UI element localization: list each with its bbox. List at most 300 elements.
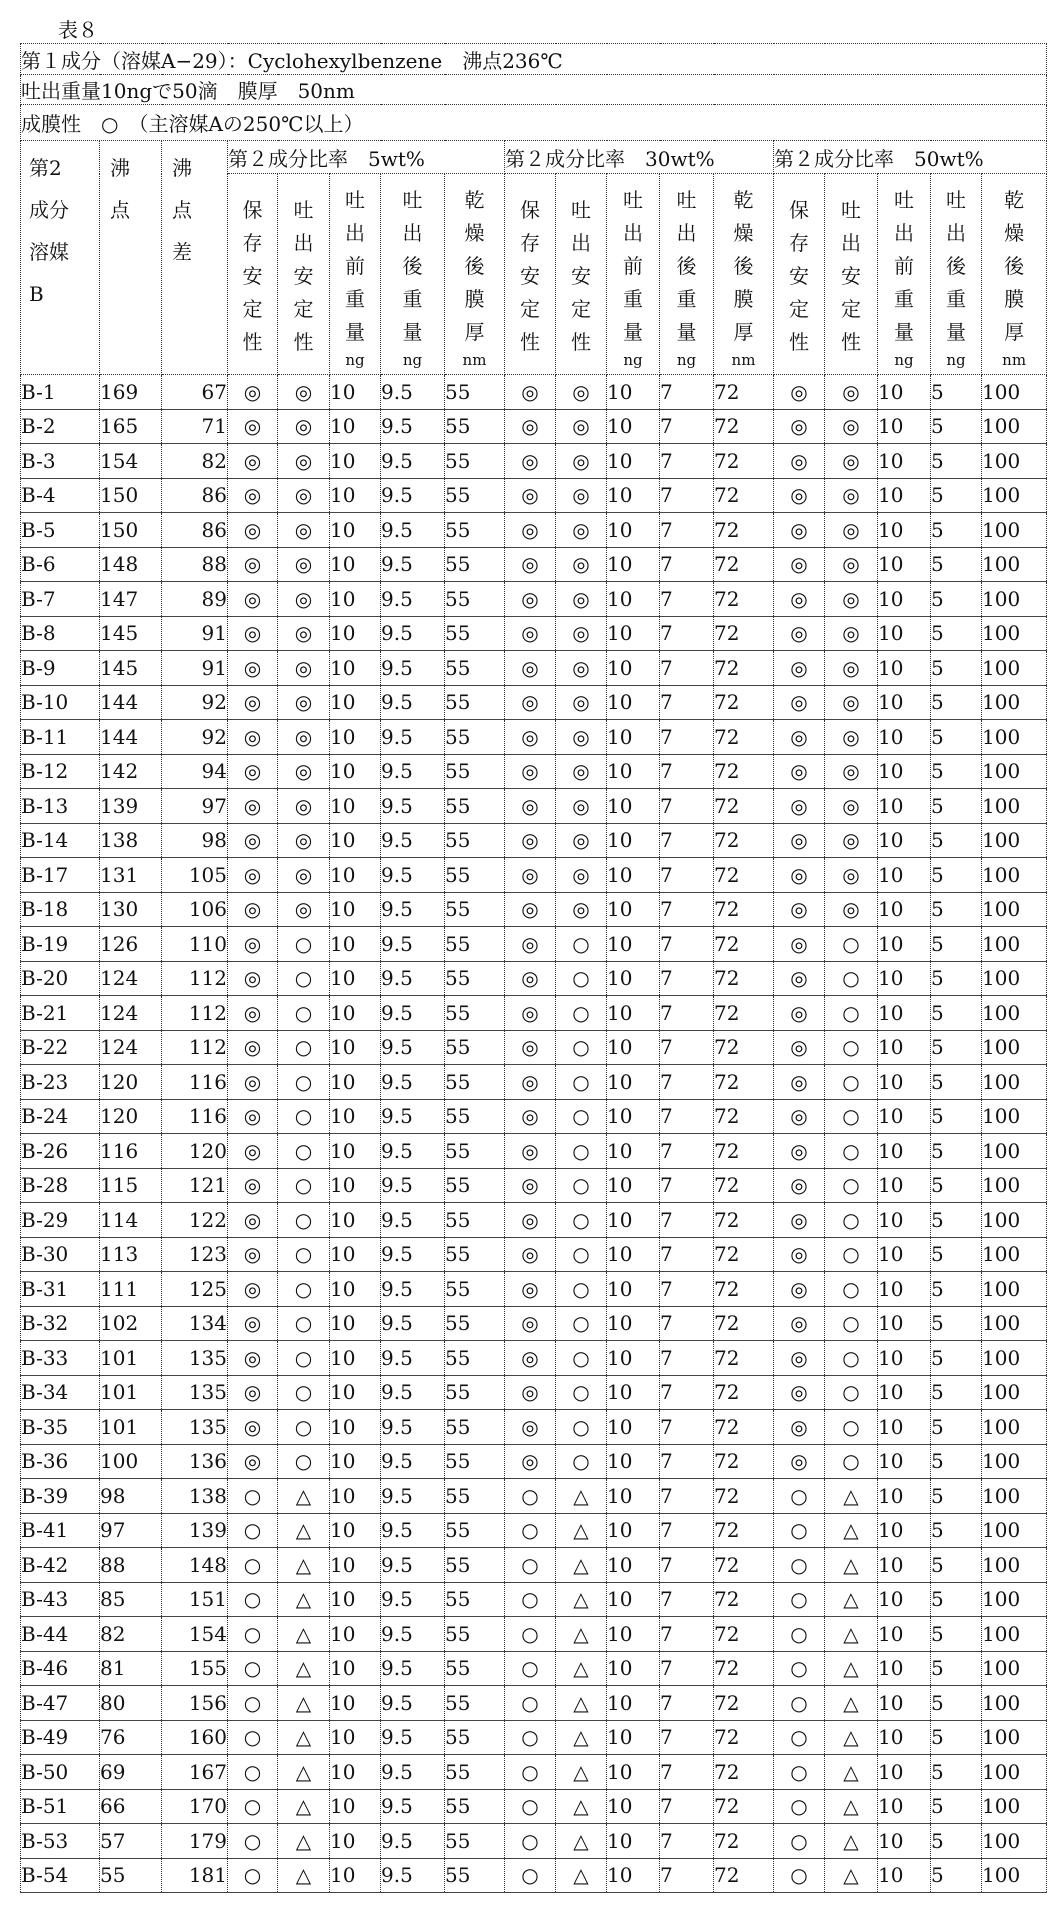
- table-row: [21, 547, 1047, 582]
- header-component: 第2成分溶媒B: [21, 141, 100, 375]
- pre-discharge-weight-value: 10: [330, 1651, 381, 1686]
- pre-discharge-weight-value: 10: [878, 582, 931, 617]
- discharge-stability-rating: ○: [825, 1134, 878, 1169]
- pre-discharge-weight-value: 10: [330, 1548, 381, 1583]
- solvent-id: B-22: [21, 1030, 100, 1065]
- pre-discharge-weight-value: 10: [878, 616, 931, 651]
- pre-discharge-weight-value: 10: [330, 720, 381, 755]
- pre-discharge-weight-value: 10: [330, 1272, 381, 1307]
- table-row: [21, 513, 1047, 548]
- boiling-point-diff: 97: [162, 789, 228, 824]
- header-discharge-stability: 吐出安定性: [278, 174, 330, 375]
- table-row: [21, 478, 1047, 513]
- dried-film-thickness-value: 55: [445, 1065, 505, 1100]
- storage-stability-rating: ○: [774, 1548, 825, 1583]
- post-discharge-weight-value: 5: [931, 1686, 982, 1721]
- boiling-point: 85: [100, 1582, 162, 1617]
- post-discharge-weight-value: 5: [931, 1410, 982, 1445]
- discharge-stability-rating: ◎: [556, 823, 607, 858]
- solvent-id: B-4: [21, 478, 100, 513]
- table-row: [21, 1444, 1047, 1479]
- dried-film-thickness-value: 100: [982, 720, 1047, 755]
- post-discharge-weight-value: 9.5: [381, 1858, 445, 1893]
- discharge-stability-rating: ○: [278, 961, 330, 996]
- boiling-point-diff: 167: [162, 1755, 228, 1790]
- storage-stability-rating: ◎: [505, 582, 556, 617]
- post-discharge-weight-value: 7: [660, 892, 714, 927]
- boiling-point-diff: 154: [162, 1617, 228, 1652]
- discharge-stability-rating: ○: [278, 1065, 330, 1100]
- pre-discharge-weight-value: 10: [607, 961, 660, 996]
- discharge-stability-rating: △: [278, 1548, 330, 1583]
- storage-stability-rating: ◎: [774, 961, 825, 996]
- table-row: [21, 720, 1047, 755]
- table-row: [21, 1341, 1047, 1376]
- storage-stability-rating: ◎: [505, 1237, 556, 1272]
- discharge-stability-rating: ○: [556, 1272, 607, 1307]
- dried-film-thickness-value: 72: [714, 616, 774, 651]
- pre-discharge-weight-value: 10: [330, 1858, 381, 1893]
- discharge-stability-rating: ◎: [825, 685, 878, 720]
- post-discharge-weight-value: 5: [931, 789, 982, 824]
- dried-film-thickness-value: 55: [445, 754, 505, 789]
- post-discharge-weight-value: 5: [931, 1824, 982, 1859]
- discharge-stability-rating: ◎: [825, 616, 878, 651]
- pre-discharge-weight-value: 10: [330, 444, 381, 479]
- storage-stability-rating: ◎: [774, 1410, 825, 1445]
- post-discharge-weight-value: 7: [660, 444, 714, 479]
- dried-film-thickness-value: 55: [445, 582, 505, 617]
- pre-discharge-weight-value: 10: [607, 651, 660, 686]
- dried-film-thickness-value: 100: [982, 1548, 1047, 1583]
- discharge-stability-rating: ○: [278, 1237, 330, 1272]
- post-discharge-weight-value: 9.5: [381, 1375, 445, 1410]
- boiling-point-diff: 123: [162, 1237, 228, 1272]
- dried-film-thickness-value: 72: [714, 996, 774, 1031]
- storage-stability-rating: ◎: [774, 1375, 825, 1410]
- storage-stability-rating: ○: [505, 1651, 556, 1686]
- storage-stability-rating: ◎: [774, 1065, 825, 1100]
- storage-stability-rating: ○: [228, 1824, 278, 1859]
- post-discharge-weight-value: 7: [660, 513, 714, 548]
- boiling-point-diff: 122: [162, 1203, 228, 1238]
- post-discharge-weight-value: 5: [931, 1582, 982, 1617]
- storage-stability-rating: ◎: [228, 789, 278, 824]
- storage-stability-rating: ◎: [774, 513, 825, 548]
- discharge-stability-rating: ○: [278, 1375, 330, 1410]
- discharge-stability-rating: △: [825, 1617, 878, 1652]
- dried-film-thickness-value: 72: [714, 409, 774, 444]
- post-discharge-weight-value: 5: [931, 927, 982, 962]
- discharge-stability-rating: ◎: [825, 823, 878, 858]
- storage-stability-rating: ○: [228, 1582, 278, 1617]
- table-row: [21, 1203, 1047, 1238]
- storage-stability-rating: ◎: [228, 1375, 278, 1410]
- post-discharge-weight-value: 9.5: [381, 1203, 445, 1238]
- post-discharge-weight-value: 9.5: [381, 996, 445, 1031]
- post-discharge-weight-value: 7: [660, 720, 714, 755]
- table-row: [21, 1030, 1047, 1065]
- dried-film-thickness-value: 55: [445, 513, 505, 548]
- pre-discharge-weight-value: 10: [878, 685, 931, 720]
- discharge-stability-rating: △: [556, 1686, 607, 1721]
- discharge-stability-rating: ◎: [825, 651, 878, 686]
- table-row: [21, 1134, 1047, 1169]
- pre-discharge-weight-value: 10: [330, 1444, 381, 1479]
- post-discharge-weight-value: 9.5: [381, 1755, 445, 1790]
- dried-film-thickness-value: 55: [445, 444, 505, 479]
- dried-film-thickness-value: 72: [714, 1030, 774, 1065]
- discharge-stability-rating: △: [278, 1651, 330, 1686]
- discharge-stability-rating: ◎: [825, 858, 878, 893]
- boiling-point: 150: [100, 478, 162, 513]
- storage-stability-rating: ○: [228, 1513, 278, 1548]
- storage-stability-rating: ◎: [505, 1272, 556, 1307]
- dried-film-thickness-value: 72: [714, 444, 774, 479]
- discharge-stability-rating: ○: [825, 1410, 878, 1445]
- dried-film-thickness-value: 72: [714, 1134, 774, 1169]
- discharge-stability-rating: ○: [825, 1168, 878, 1203]
- solvent-id: B-46: [21, 1651, 100, 1686]
- table-row: [21, 754, 1047, 789]
- boiling-point-diff: 139: [162, 1513, 228, 1548]
- storage-stability-rating: ○: [774, 1789, 825, 1824]
- boiling-point-diff: 106: [162, 892, 228, 927]
- pre-discharge-weight-value: 10: [607, 1168, 660, 1203]
- solvent-id: B-53: [21, 1824, 100, 1859]
- dried-film-thickness-value: 100: [982, 1824, 1047, 1859]
- storage-stability-rating: ◎: [774, 478, 825, 513]
- pre-discharge-weight-value: 10: [607, 1789, 660, 1824]
- post-discharge-weight-value: 9.5: [381, 1444, 445, 1479]
- solvent-id: B-6: [21, 547, 100, 582]
- header-pre-discharge-weight: 吐出前重量 ng: [878, 174, 931, 375]
- boiling-point: 145: [100, 616, 162, 651]
- post-discharge-weight-value: 5: [931, 1651, 982, 1686]
- discharge-stability-rating: △: [556, 1548, 607, 1583]
- boiling-point: 114: [100, 1203, 162, 1238]
- dried-film-thickness-value: 72: [714, 1755, 774, 1790]
- storage-stability-rating: ○: [774, 1755, 825, 1790]
- discharge-stability-rating: △: [278, 1755, 330, 1790]
- dried-film-thickness-value: 55: [445, 1617, 505, 1652]
- pre-discharge-weight-value: 10: [330, 1341, 381, 1376]
- storage-stability-rating: ◎: [228, 685, 278, 720]
- post-discharge-weight-value: 9.5: [381, 1065, 445, 1100]
- dried-film-thickness-value: 55: [445, 1789, 505, 1824]
- table-row: [21, 892, 1047, 927]
- boiling-point-diff: 136: [162, 1444, 228, 1479]
- discharge-stability-rating: △: [825, 1548, 878, 1583]
- pre-discharge-weight-value: 10: [607, 927, 660, 962]
- dried-film-thickness-value: 55: [445, 1444, 505, 1479]
- table-row: [21, 823, 1047, 858]
- storage-stability-rating: ◎: [505, 1065, 556, 1100]
- solvent-id: B-43: [21, 1582, 100, 1617]
- post-discharge-weight-value: 7: [660, 1479, 714, 1514]
- boiling-point-diff: 135: [162, 1375, 228, 1410]
- pre-discharge-weight-value: 10: [607, 375, 660, 410]
- dried-film-thickness-value: 100: [982, 444, 1047, 479]
- pre-discharge-weight-value: 10: [607, 582, 660, 617]
- boiling-point: 80: [100, 1686, 162, 1721]
- header-dried-film-thickness: 乾燥後膜厚 nm: [982, 174, 1047, 375]
- storage-stability-rating: ◎: [774, 996, 825, 1031]
- pre-discharge-weight-value: 10: [607, 1099, 660, 1134]
- dried-film-thickness-value: 72: [714, 1582, 774, 1617]
- storage-stability-rating: ○: [774, 1651, 825, 1686]
- dried-film-thickness-value: 100: [982, 1686, 1047, 1721]
- storage-stability-rating: ◎: [774, 409, 825, 444]
- dried-film-thickness-value: 72: [714, 754, 774, 789]
- table-row: [21, 1375, 1047, 1410]
- dried-film-thickness-value: 55: [445, 1651, 505, 1686]
- post-discharge-weight-value: 5: [931, 858, 982, 893]
- table-row: [21, 1858, 1047, 1893]
- pre-discharge-weight-value: 10: [330, 961, 381, 996]
- storage-stability-rating: ○: [505, 1858, 556, 1893]
- dried-film-thickness-value: 72: [714, 1272, 774, 1307]
- storage-stability-rating: ◎: [505, 754, 556, 789]
- discharge-stability-rating: ○: [556, 1134, 607, 1169]
- table-row: [21, 789, 1047, 824]
- post-discharge-weight-value: 7: [660, 1375, 714, 1410]
- dried-film-thickness-value: 72: [714, 1548, 774, 1583]
- dried-film-thickness-value: 55: [445, 1134, 505, 1169]
- storage-stability-rating: ○: [228, 1858, 278, 1893]
- dried-film-thickness-value: 72: [714, 513, 774, 548]
- post-discharge-weight-value: 9.5: [381, 1720, 445, 1755]
- post-discharge-weight-value: 5: [931, 823, 982, 858]
- pre-discharge-weight-value: 10: [330, 1617, 381, 1652]
- post-discharge-weight-value: 7: [660, 1030, 714, 1065]
- discharge-stability-rating: △: [556, 1617, 607, 1652]
- boiling-point: 111: [100, 1272, 162, 1307]
- pre-discharge-weight-value: 10: [878, 789, 931, 824]
- pre-discharge-weight-value: 10: [330, 1755, 381, 1790]
- boiling-point: 124: [100, 961, 162, 996]
- post-discharge-weight-value: 9.5: [381, 1479, 445, 1514]
- dried-film-thickness-value: 55: [445, 1306, 505, 1341]
- boiling-point: 116: [100, 1134, 162, 1169]
- discharge-stability-rating: △: [278, 1479, 330, 1514]
- solvent-id: B-2: [21, 409, 100, 444]
- dried-film-thickness-value: 100: [982, 1341, 1047, 1376]
- storage-stability-rating: ○: [774, 1824, 825, 1859]
- discharge-stability-rating: △: [825, 1479, 878, 1514]
- storage-stability-rating: ◎: [774, 927, 825, 962]
- post-discharge-weight-value: 5: [931, 1065, 982, 1100]
- pre-discharge-weight-value: 10: [878, 1548, 931, 1583]
- post-discharge-weight-value: 9.5: [381, 927, 445, 962]
- boiling-point-diff: 112: [162, 1030, 228, 1065]
- post-discharge-weight-value: 7: [660, 1410, 714, 1445]
- post-discharge-weight-value: 7: [660, 1548, 714, 1583]
- pre-discharge-weight-value: 10: [878, 444, 931, 479]
- dried-film-thickness-value: 55: [445, 823, 505, 858]
- post-discharge-weight-value: 7: [660, 1617, 714, 1652]
- solvent-id: B-31: [21, 1272, 100, 1307]
- discharge-stability-rating: ◎: [278, 858, 330, 893]
- storage-stability-rating: ◎: [774, 616, 825, 651]
- pre-discharge-weight-value: 10: [330, 996, 381, 1031]
- pre-discharge-weight-value: 10: [607, 1513, 660, 1548]
- dried-film-thickness-value: 100: [982, 1789, 1047, 1824]
- post-discharge-weight-value: 5: [931, 513, 982, 548]
- pre-discharge-weight-value: 10: [878, 1755, 931, 1790]
- discharge-stability-rating: ◎: [556, 720, 607, 755]
- storage-stability-rating: ◎: [228, 1030, 278, 1065]
- pre-discharge-weight-value: 10: [330, 616, 381, 651]
- pre-discharge-weight-value: 10: [607, 1858, 660, 1893]
- discharge-stability-rating: ○: [278, 996, 330, 1031]
- storage-stability-rating: ◎: [505, 1168, 556, 1203]
- pre-discharge-weight-value: 10: [330, 1824, 381, 1859]
- discharge-stability-rating: ○: [278, 1444, 330, 1479]
- dried-film-thickness-value: 100: [982, 789, 1047, 824]
- boiling-point-diff: 155: [162, 1651, 228, 1686]
- film-formability-line: 成膜性 ○ （主溶媒Aの250℃以上）: [21, 105, 1047, 141]
- boiling-point: 148: [100, 547, 162, 582]
- dried-film-thickness-value: 55: [445, 1582, 505, 1617]
- discharge-stability-rating: △: [825, 1755, 878, 1790]
- solvent-id: B-7: [21, 582, 100, 617]
- post-discharge-weight-value: 7: [660, 1237, 714, 1272]
- storage-stability-rating: ◎: [774, 547, 825, 582]
- solvent-id: B-49: [21, 1720, 100, 1755]
- boiling-point-diff: 98: [162, 823, 228, 858]
- boiling-point-diff: 134: [162, 1306, 228, 1341]
- header-post-discharge-weight: 吐出後重量 ng: [660, 174, 714, 375]
- storage-stability-rating: ◎: [228, 582, 278, 617]
- dried-film-thickness-value: 72: [714, 961, 774, 996]
- dried-film-thickness-value: 100: [982, 961, 1047, 996]
- post-discharge-weight-value: 5: [931, 1858, 982, 1893]
- boiling-point-diff: 121: [162, 1168, 228, 1203]
- dried-film-thickness-value: 55: [445, 375, 505, 410]
- storage-stability-rating: ○: [505, 1686, 556, 1721]
- pre-discharge-weight-value: 10: [607, 616, 660, 651]
- post-discharge-weight-value: 9.5: [381, 409, 445, 444]
- dried-film-thickness-value: 100: [982, 1099, 1047, 1134]
- storage-stability-rating: ◎: [774, 789, 825, 824]
- solvent-id: B-36: [21, 1444, 100, 1479]
- post-discharge-weight-value: 9.5: [381, 754, 445, 789]
- dried-film-thickness-value: 100: [982, 1513, 1047, 1548]
- dried-film-thickness-value: 72: [714, 1789, 774, 1824]
- post-discharge-weight-value: 7: [660, 478, 714, 513]
- post-discharge-weight-value: 5: [931, 409, 982, 444]
- dried-film-thickness-value: 55: [445, 892, 505, 927]
- dried-film-thickness-value: 100: [982, 996, 1047, 1031]
- table-row: [21, 1755, 1047, 1790]
- pre-discharge-weight-value: 10: [330, 1375, 381, 1410]
- pre-discharge-weight-value: 10: [878, 513, 931, 548]
- post-discharge-weight-value: 9.5: [381, 1168, 445, 1203]
- discharge-stability-rating: △: [278, 1720, 330, 1755]
- pre-discharge-weight-value: 10: [878, 1789, 931, 1824]
- discharge-stability-rating: △: [556, 1789, 607, 1824]
- discharge-stability-rating: ○: [278, 1272, 330, 1307]
- dried-film-thickness-value: 55: [445, 1168, 505, 1203]
- solvent-id: B-54: [21, 1858, 100, 1893]
- storage-stability-rating: ◎: [228, 823, 278, 858]
- boiling-point-diff: 160: [162, 1720, 228, 1755]
- discharge-stability-rating: ○: [278, 1341, 330, 1376]
- dried-film-thickness-value: 72: [714, 1858, 774, 1893]
- storage-stability-rating: ○: [774, 1858, 825, 1893]
- post-discharge-weight-value: 9.5: [381, 823, 445, 858]
- storage-stability-rating: ◎: [774, 375, 825, 410]
- pre-discharge-weight-value: 10: [607, 1134, 660, 1169]
- dried-film-thickness-value: 72: [714, 478, 774, 513]
- post-discharge-weight-value: 5: [931, 685, 982, 720]
- discharge-stability-rating: △: [825, 1651, 878, 1686]
- table-row: [21, 1582, 1047, 1617]
- storage-stability-rating: ◎: [228, 478, 278, 513]
- dried-film-thickness-value: 72: [714, 1444, 774, 1479]
- dried-film-thickness-value: 55: [445, 651, 505, 686]
- boiling-point: 138: [100, 823, 162, 858]
- pre-discharge-weight-value: 10: [878, 892, 931, 927]
- storage-stability-rating: ◎: [228, 927, 278, 962]
- pre-discharge-weight-value: 10: [607, 1272, 660, 1307]
- storage-stability-rating: ◎: [774, 1203, 825, 1238]
- discharge-stability-rating: ○: [825, 996, 878, 1031]
- header-discharge-stability: 吐出安定性: [825, 174, 878, 375]
- post-discharge-weight-value: 9.5: [381, 1513, 445, 1548]
- post-discharge-weight-value: 7: [660, 1513, 714, 1548]
- pre-discharge-weight-value: 10: [607, 547, 660, 582]
- dried-film-thickness-value: 55: [445, 409, 505, 444]
- pre-discharge-weight-value: 10: [607, 789, 660, 824]
- storage-stability-rating: ◎: [505, 513, 556, 548]
- pre-discharge-weight-value: 10: [878, 547, 931, 582]
- storage-stability-rating: ◎: [774, 582, 825, 617]
- post-discharge-weight-value: 9.5: [381, 720, 445, 755]
- discharge-stability-rating: ○: [825, 1272, 878, 1307]
- dried-film-thickness-value: 100: [982, 1203, 1047, 1238]
- solvent-id: B-20: [21, 961, 100, 996]
- post-discharge-weight-value: 7: [660, 409, 714, 444]
- boiling-point: 113: [100, 1237, 162, 1272]
- table-row: [21, 927, 1047, 962]
- table-row: [21, 1651, 1047, 1686]
- post-discharge-weight-value: 7: [660, 1824, 714, 1859]
- post-discharge-weight-value: 9.5: [381, 651, 445, 686]
- post-discharge-weight-value: 9.5: [381, 1582, 445, 1617]
- storage-stability-rating: ◎: [505, 685, 556, 720]
- post-discharge-weight-value: 9.5: [381, 1272, 445, 1307]
- discharge-stability-rating: ◎: [278, 685, 330, 720]
- dried-film-thickness-value: 100: [982, 409, 1047, 444]
- boiling-point-diff: 91: [162, 651, 228, 686]
- dried-film-thickness-value: 72: [714, 892, 774, 927]
- post-discharge-weight-value: 7: [660, 1134, 714, 1169]
- pre-discharge-weight-value: 10: [878, 478, 931, 513]
- pre-discharge-weight-value: 10: [878, 1134, 931, 1169]
- pre-discharge-weight-value: 10: [330, 858, 381, 893]
- boiling-point-diff: 112: [162, 996, 228, 1031]
- pre-discharge-weight-value: 10: [878, 1272, 931, 1307]
- post-discharge-weight-value: 7: [660, 651, 714, 686]
- storage-stability-rating: ○: [228, 1651, 278, 1686]
- pre-discharge-weight-value: 10: [607, 1686, 660, 1721]
- storage-stability-rating: ◎: [505, 1099, 556, 1134]
- dried-film-thickness-value: 55: [445, 1548, 505, 1583]
- pre-discharge-weight-value: 10: [878, 1720, 931, 1755]
- storage-stability-rating: ◎: [505, 478, 556, 513]
